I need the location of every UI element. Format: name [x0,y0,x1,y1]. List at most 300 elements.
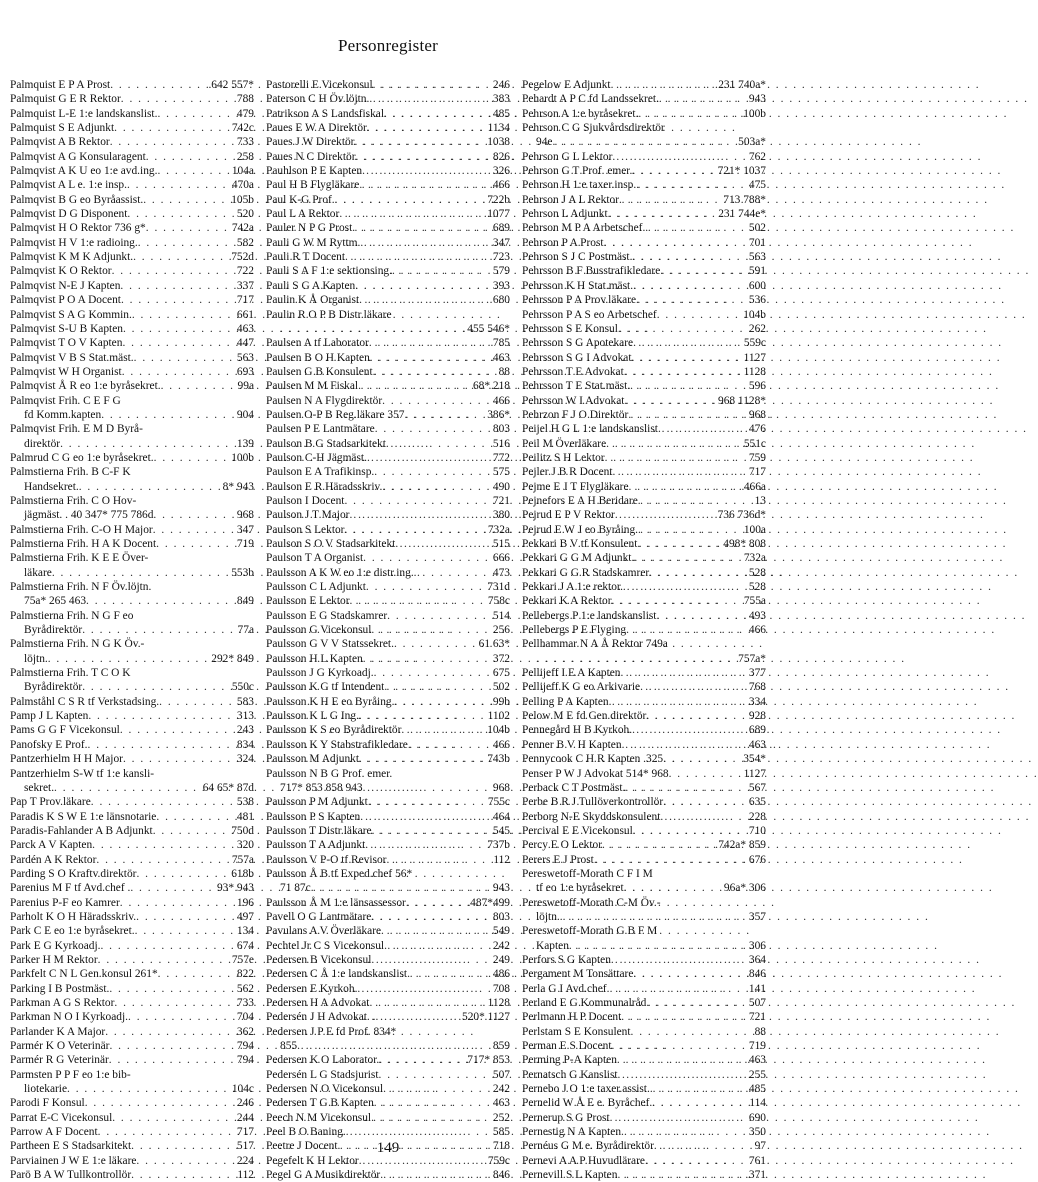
entry-name: Pehrson M P A Arbetschef. [522,222,646,235]
entry-pages: 666 [492,552,510,565]
entry-name: Perlmann H P Docent [522,1011,622,1024]
register-entry [10,135,254,149]
register-entry [10,795,254,809]
register-entry-continuation [266,1039,510,1053]
entry-name: Pehrsson S G Apotekare [522,337,634,350]
entry-pages: 466 [492,394,510,407]
register-entry [266,810,510,824]
entry-name: Paulsson K L G Ing. [266,710,359,723]
dot-leader [349,508,490,522]
dot-leader [618,322,747,336]
dot-leader [98,953,230,967]
dot-leader [366,580,485,594]
dot-leader [60,437,235,451]
entry-pages: 708 [492,982,510,995]
entry-pages: 674 [236,939,254,952]
dot-leader [79,480,221,494]
dot-leader [640,680,747,694]
entry-pages: 497 [236,910,254,923]
register-entry [522,394,766,408]
dot-leader [369,92,491,106]
register-entry-continuation [522,939,766,953]
entry-pages: 846 [492,1169,510,1182]
register-entry [522,566,766,580]
dot-leader [612,465,746,479]
dot-leader [133,250,229,264]
dot-leader [350,594,486,608]
entry-pages: 466a [743,480,766,493]
dot-leader [619,193,721,207]
entry-pages: 690 [748,1111,766,1124]
dot-leader [362,164,491,178]
register-entry [522,480,766,494]
register-entry-continuation [522,135,766,149]
entry-pages: 112 [237,1169,254,1182]
entry-pages: 96a* 306 [723,882,766,895]
entry-pages: 680 [492,294,510,307]
entry-pages: 249 [492,953,510,966]
entry-pages: 661 [236,308,254,321]
dot-leader [652,1096,747,1110]
dot-leader [622,738,747,752]
register-entry [10,881,254,895]
entry-name: Pekkari G G M Adjunkt. [522,552,635,565]
dot-leader [606,437,742,451]
dot-leader [401,723,485,737]
entry-pages: 732a [487,523,510,536]
register-entry-continuation [10,680,254,694]
entry-pages: 968 [748,408,766,421]
dot-leader [132,308,235,322]
entry-name: Pehrson P A Prost [522,236,604,249]
register-entry [266,680,510,694]
register-entry [10,351,254,365]
dot-leader [363,551,491,565]
register-entry [522,666,766,680]
dot-leader [658,422,747,436]
entry-name: Park E G Kyrkoadj. [10,939,101,952]
dot-leader [335,193,486,207]
dot-leader [146,221,230,235]
register-entry [10,379,254,393]
entry-name: Paulsson M Adjunkt [266,753,360,766]
dot-leader [112,264,235,278]
register-entry [522,1010,766,1024]
register-entry [266,480,510,494]
register-entry [522,150,766,164]
entry-pages: 742a* 859 [718,839,766,852]
entry-pages: 742c [231,122,254,135]
entry-pages: 794 [236,1054,254,1067]
register-entry [266,953,510,967]
entry-name: Pellhammar N A Å Rektor 749a [522,638,668,651]
entry-name: Paulsson H L Kapten [266,652,363,665]
entry-pages: 347 [236,523,254,536]
entry-name: Pavulans A V Överläkare [266,925,382,938]
entry-pages: 485 [492,107,510,120]
entry-pages: 731d [487,581,510,594]
entry-name: Paulson E A Trafikinsp. [266,466,375,479]
dot-leader [370,351,491,365]
entry-name: Kapten [536,939,569,952]
dot-leader [67,1082,230,1096]
register-entry [266,723,510,737]
entry-name: Pernelid W Å E e. Byråchef. [522,1097,653,1110]
register-entry [522,680,766,694]
dot-leader [392,264,491,278]
entry-name: Palmquist G E R Rektor [10,93,121,106]
entry-name: Handsekret. [24,480,79,493]
register-entry [266,422,510,436]
dot-leader [130,881,215,895]
entry-name: Pedersen T G B Kapten [266,1097,374,1110]
entry-pages: 466 [748,624,766,637]
entry-pages: 591 [748,265,766,278]
register-entry [522,293,766,307]
entry-pages: 755a [743,595,766,608]
dot-leader [346,1125,491,1139]
dot-leader [633,336,742,350]
dot-leader [101,408,235,422]
entry-name: Paulsen O-P B Reg.läkare 357 [266,408,405,421]
entry-name: Pekkari J A 1:e rektor. [522,581,623,594]
dot-leader [384,939,491,953]
entry-pages: 803 [492,423,510,436]
dot-leader [154,451,230,465]
entry-name: Paulsson K S eo Byrådirektör [266,724,402,737]
dot-leader [374,666,491,680]
register-entry [522,523,766,537]
register-entry [266,1068,510,1082]
entry-name: Palmqvist A K U eo 1:e avd.ing. [10,165,158,178]
entry-pages: 326 [492,165,510,178]
entry-pages: 337 [236,279,254,292]
entry-pages: 583 [236,695,254,708]
entry-pages: 822 [236,968,254,981]
dot-leader [386,853,491,867]
entry-pages: 97 [754,1140,766,1153]
entry-pages: 350 [748,1126,766,1139]
entry-pages: 306 [748,939,766,952]
entry-name: Pekkari G G R Stadskamrer [522,566,650,579]
dot-leader [345,250,491,264]
entry-pages: 334 [748,695,766,708]
dot-leader [153,508,235,522]
dot-leader [407,967,491,981]
dot-leader [365,838,485,852]
entry-name: Pedersen E Kyrkoh. [266,982,358,995]
dot-leader [660,810,747,824]
entry-name: Palmquist L-E 1:e landskanslist. [10,107,158,120]
entry-pages: 635 [748,796,766,809]
entry-pages: 721 [492,494,510,507]
dot-leader [52,566,229,580]
dot-leader [394,637,477,651]
register-entry [266,1053,510,1067]
dot-leader [372,824,491,838]
entry-name: Palmqvist Frih. E M D Byrå- [10,423,143,436]
entry-pages: 517 [236,1140,254,1153]
entry-name: Byrådirektör [24,624,83,637]
entry-name: Pechtel Jr C S Vicekonsul [266,939,385,952]
entry-name: Paulsson Å B tf Exped.chef 56* [266,867,413,880]
register-entry [10,1025,254,1039]
register-entry [10,465,254,479]
entry-name: Pernestig N A Kapten [522,1126,622,1139]
entry-pages: 100b [743,107,766,120]
register-entry [10,867,254,881]
dot-leader [624,365,742,379]
entry-name: Parmér K O Veterinär [10,1040,110,1053]
dot-leader [382,394,491,408]
entry-name: Pegel G A Musikdirektör [266,1169,381,1182]
entry-name: Parholt K O H Häradsskriv. [10,910,137,923]
entry-name: Paulsen P E Lantmätare [266,423,375,436]
entry-name: Pamp J L Kapten [10,710,89,723]
entry-name: Paulsson T Distr.läkare [266,824,372,837]
register-entry [522,365,766,379]
register-entry [266,451,510,465]
register-entry-continuation [10,508,254,522]
entry-name: Pehrsson S G I Advokat [522,351,632,364]
dot-leader [311,881,491,895]
dot-leader [380,1168,491,1182]
entry-pages: 943 [748,93,766,106]
entry-name: 75a* 265 463 [24,595,87,608]
entry-pages: 88 [498,365,510,378]
register-entry [10,236,254,250]
register-entry [266,150,510,164]
dot-leader [120,279,234,293]
entry-pages: 516 [492,437,510,450]
dot-leader [633,967,747,981]
entry-name: Penner B V H Kapten [522,738,622,751]
register-entry [522,1039,766,1053]
register-entry [10,853,254,867]
entry-pages: 757e [231,953,254,966]
register-entry [10,838,254,852]
entry-pages: 859 [492,1040,510,1053]
dot-leader [114,121,230,135]
dot-leader [127,178,230,192]
register-entry [522,193,766,207]
entry-name: Pereswetoff-Morath C-M Öv.- [522,896,661,909]
register-entry [266,1125,510,1139]
register-entry [10,953,254,967]
entry-name: Pernevi A A P Huvudlärare [522,1154,645,1167]
entry-name: Perla G I Avd.chef [522,982,607,995]
register-entry [522,121,766,135]
register-entry [10,738,254,752]
entry-pages: 803 [492,910,510,923]
entry-name: Pekkari K A Rektor [522,595,612,608]
entry-pages: 968 [236,509,254,522]
register-entry [10,250,254,264]
entry-name: Paulsson N B G Prof. emer. [266,767,393,780]
entry-name: Pehrsson P A Prov.läkare [522,294,637,307]
register-column-3 [522,78,766,1182]
entry-name: Paulsson P M Adjunkt [266,796,368,809]
register-entry [266,78,510,92]
register-entry [10,92,254,106]
dot-leader [659,92,747,106]
entry-name: Paulsen M M Fiskal [266,380,359,393]
register-entry [10,666,254,680]
dot-leader [363,781,491,795]
dot-leader [638,523,742,537]
entry-name: Pernevill S L Kapten [522,1169,618,1182]
entry-name: Pelling P A Kapten [522,695,609,708]
dot-leader [359,709,486,723]
entry-pages: 487*499 [470,896,510,909]
entry-name: Parenius M F tf Avd.chef . [10,882,131,895]
entry-name: Perman E S Docent [522,1040,612,1053]
entry-name: Paulsson K G tf Intendent [266,681,385,694]
dot-leader [617,1053,747,1067]
register-entry [266,853,510,867]
register-entry [266,967,510,981]
entry-pages: 364 [748,953,766,966]
dot-leader [120,723,235,737]
dot-leader [122,336,234,350]
dot-leader [344,523,485,537]
dot-leader [153,824,230,838]
entry-name: Peetre J Docent [266,1140,338,1153]
dot-leader [624,881,722,895]
register-entry [266,336,510,350]
dot-leader [617,1168,746,1182]
dot-leader [618,1068,747,1082]
entry-pages: 515 [492,538,510,550]
register-entry [10,121,254,135]
register-entry-continuation [10,408,254,422]
entry-pages: 710 [748,824,766,837]
dot-leader [109,1053,235,1067]
entry-pages: 1127 [743,767,766,780]
entry-pages: 718 [492,1140,510,1153]
dot-leader [122,365,235,379]
entry-pages: 551c [743,437,766,450]
register-entry [10,996,254,1010]
register-entry [522,1111,766,1125]
entry-name: Palmqvist K M K Adjunkt. [10,251,134,264]
entry-pages: .642 557* [208,79,254,91]
dot-leader [354,135,485,149]
entry-name: liotekarie [24,1083,68,1096]
register-entry-continuation [10,594,254,608]
register-entry [266,1025,510,1039]
entry-name: Paulsen G B Konsulent [266,365,373,378]
entry-pages: 717 [236,294,254,307]
register-entry [266,408,510,422]
entry-name: Paulson E R Häradsskriv. [266,480,383,493]
register-entry [10,824,254,838]
entry-name: Parviainen J W E 1:e läkare [10,1154,137,1167]
register-entry [266,795,510,809]
dot-leader [135,924,235,938]
entry-pages: 313 [236,710,254,723]
dot-leader [369,996,485,1010]
register-entry [10,221,254,235]
register-entry-continuation [10,652,254,666]
entry-name: Paulsen A tf Laborator [266,337,369,350]
entry-name: Pehardt A P C fd Landssekret. [522,93,659,106]
entry-name: Pehrsson T E Stat.mäst. [522,380,631,393]
register-entry [266,465,510,479]
entry-pages: 466 [492,179,510,192]
register-entry [266,623,510,637]
register-entry [522,494,766,508]
register-entry [266,523,510,537]
dot-leader [110,135,235,149]
entry-pages: 514 [492,609,510,622]
entry-name: Paulson I Docent [266,494,345,507]
register-entry [522,422,766,436]
register-entry [266,896,510,910]
entry-pages: 737b [487,839,510,852]
entry-pages: 262 [748,322,766,335]
dot-leader [663,795,747,809]
register-entry-continuation [10,1082,254,1096]
entry-pages: 761 [748,1154,766,1167]
register-entry [10,896,254,910]
entry-pages: 68* 218 [472,380,510,393]
entry-pages: 466 [492,738,510,751]
register-entry [10,308,254,322]
entry-name: Palmstierna Frih. B C-F K [10,466,131,479]
dot-leader [406,896,468,910]
register-entry [522,78,766,92]
dot-leader [630,379,747,393]
entry-name: Palmstierna Frih. N G F eo [10,609,134,622]
entry-name: Palmrud C G eo 1:e byråsekret. [10,451,154,464]
entry-pages: 93* 943 [216,882,254,895]
entry-pages: 928 [748,710,766,723]
register-entry [266,580,510,594]
entry-pages: 757a [231,853,254,866]
entry-name: Parking I B Postmäst. [10,982,110,995]
entry-pages: 559c [743,337,766,350]
dot-leader [359,752,485,766]
entry-pages: 507 [748,997,766,1009]
register-entry [522,537,766,551]
dot-leader [352,221,491,235]
entry-name: Parö B A W Tullkontrollör [10,1169,132,1182]
dot-leader [123,752,235,766]
register-entry [522,1168,766,1182]
entry-pages: 743b [487,753,510,766]
entry-pages: 320 [236,839,254,852]
entry-pages: 246 [236,1097,254,1110]
register-entry [10,178,254,192]
entry-name: Parkman A G S Rektor [10,997,115,1009]
register-entry [522,351,766,365]
dot-leader [374,1096,491,1110]
entry-name: Parenius P-F eo Kamrer [10,896,120,909]
register-entry [10,264,254,278]
dot-leader [395,537,491,551]
dot-leader [88,738,235,752]
entry-pages: 1128 [743,365,766,378]
entry-name: 717* 853 858 943 [280,781,363,794]
entry-name: Pegelow E Adjunkt [522,79,611,91]
register-entry [266,279,510,293]
entry-name: Pastorelli E Vicekonsul [266,79,373,91]
entry-pages: 563 [748,251,766,264]
entry-pages: 585 [492,1126,510,1139]
dot-leader [569,939,747,953]
register-entry [522,508,766,522]
